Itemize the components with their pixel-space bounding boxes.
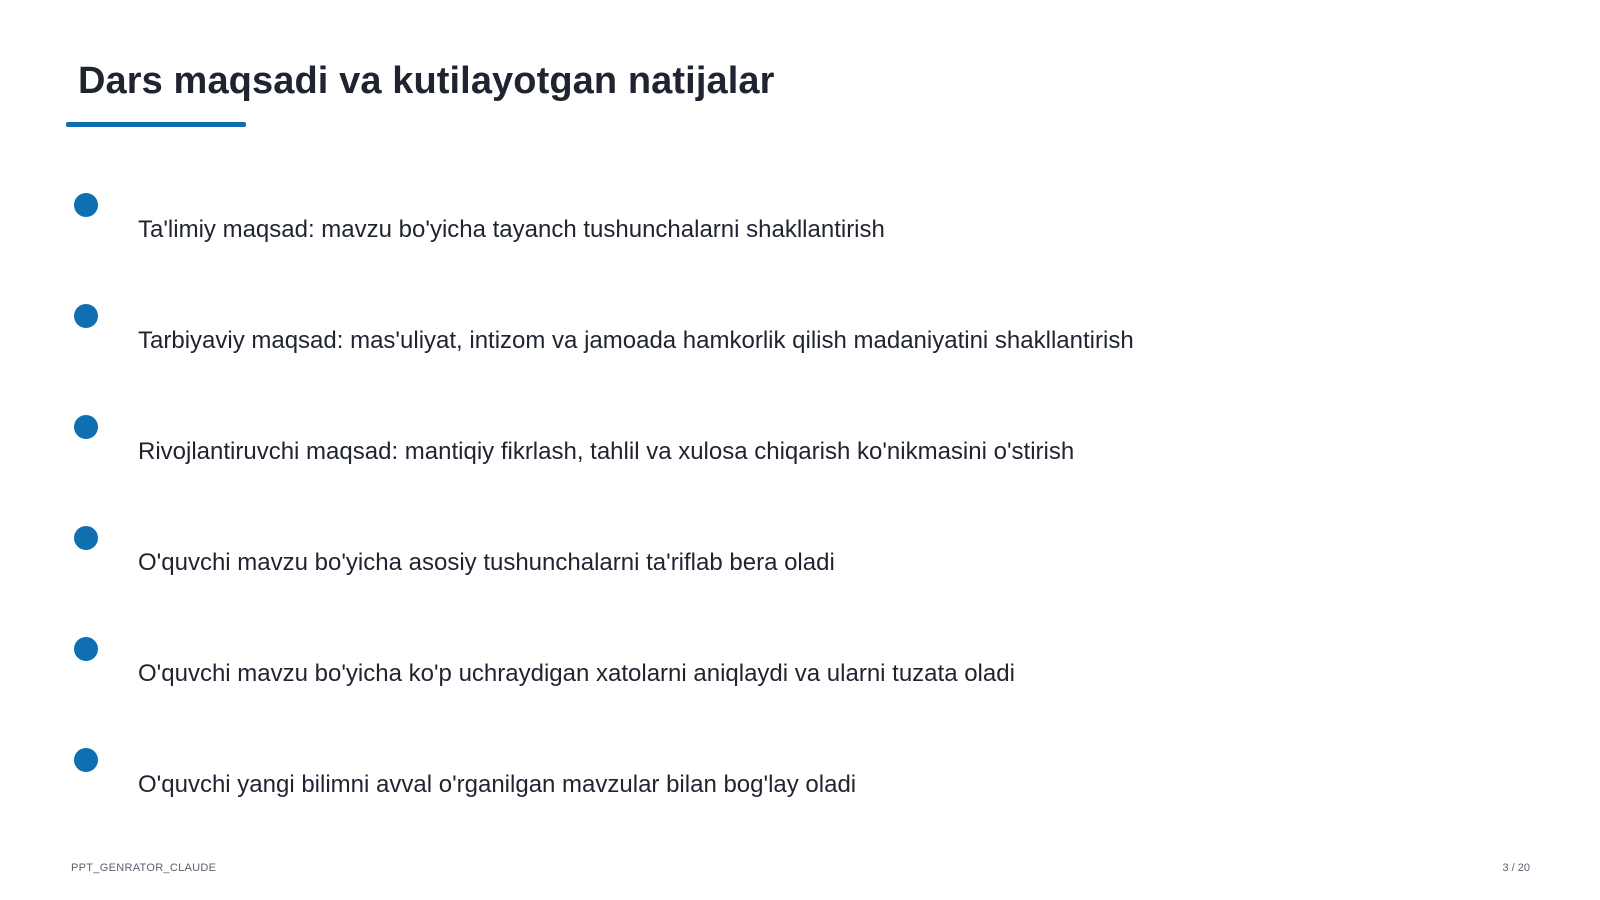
page-indicator: 3 / 20	[1502, 862, 1530, 874]
bullet-text: Ta'limiy maqsad: mavzu bo'yicha tayanch tushunchalarni shakllantirish	[138, 216, 885, 243]
bullet-item	[0, 526, 1600, 636]
bullet-dot-icon	[74, 304, 98, 328]
bullet-dot-icon	[74, 748, 98, 772]
bullet-text: Tarbiyaviy maqsad: mas'uliyat, intizom va jamoada hamkorlik qilish madaniyatini shakllantirish	[138, 327, 1134, 354]
bullet-dot-icon	[74, 193, 98, 217]
bullet-text: O'quvchi mavzu bo'yicha asosiy tushunchalarni ta'riflab bera oladi	[138, 549, 835, 576]
bullet-text: O'quvchi mavzu bo'yicha ko'p uchraydigan xatolarni aniqlaydi va ularni tuzata oladi	[138, 660, 1015, 687]
bullet-item	[0, 304, 1600, 414]
bullet-dot-icon	[74, 637, 98, 661]
bullet-text: O'quvchi yangi bilimni avval o'rganilgan mavzular bilan bog'lay oladi	[138, 771, 857, 798]
footer-brand: PPT_GENRATOR_CLAUDE	[71, 862, 217, 874]
slide-title: Dars maqsadi va kutilayotgan natijalar	[78, 60, 775, 102]
bullet-item	[0, 748, 1600, 858]
bullet-item	[0, 415, 1600, 525]
bullet-item	[0, 637, 1600, 747]
bullet-dot-icon	[74, 415, 98, 439]
bullet-item	[0, 193, 1600, 303]
bullet-text: Rivojlantiruvchi maqsad: mantiqiy fikrlash, tahlil va xulosa chiqarish ko'nikmasini o'stirish	[138, 438, 1075, 465]
bullet-dot-icon	[74, 526, 98, 550]
